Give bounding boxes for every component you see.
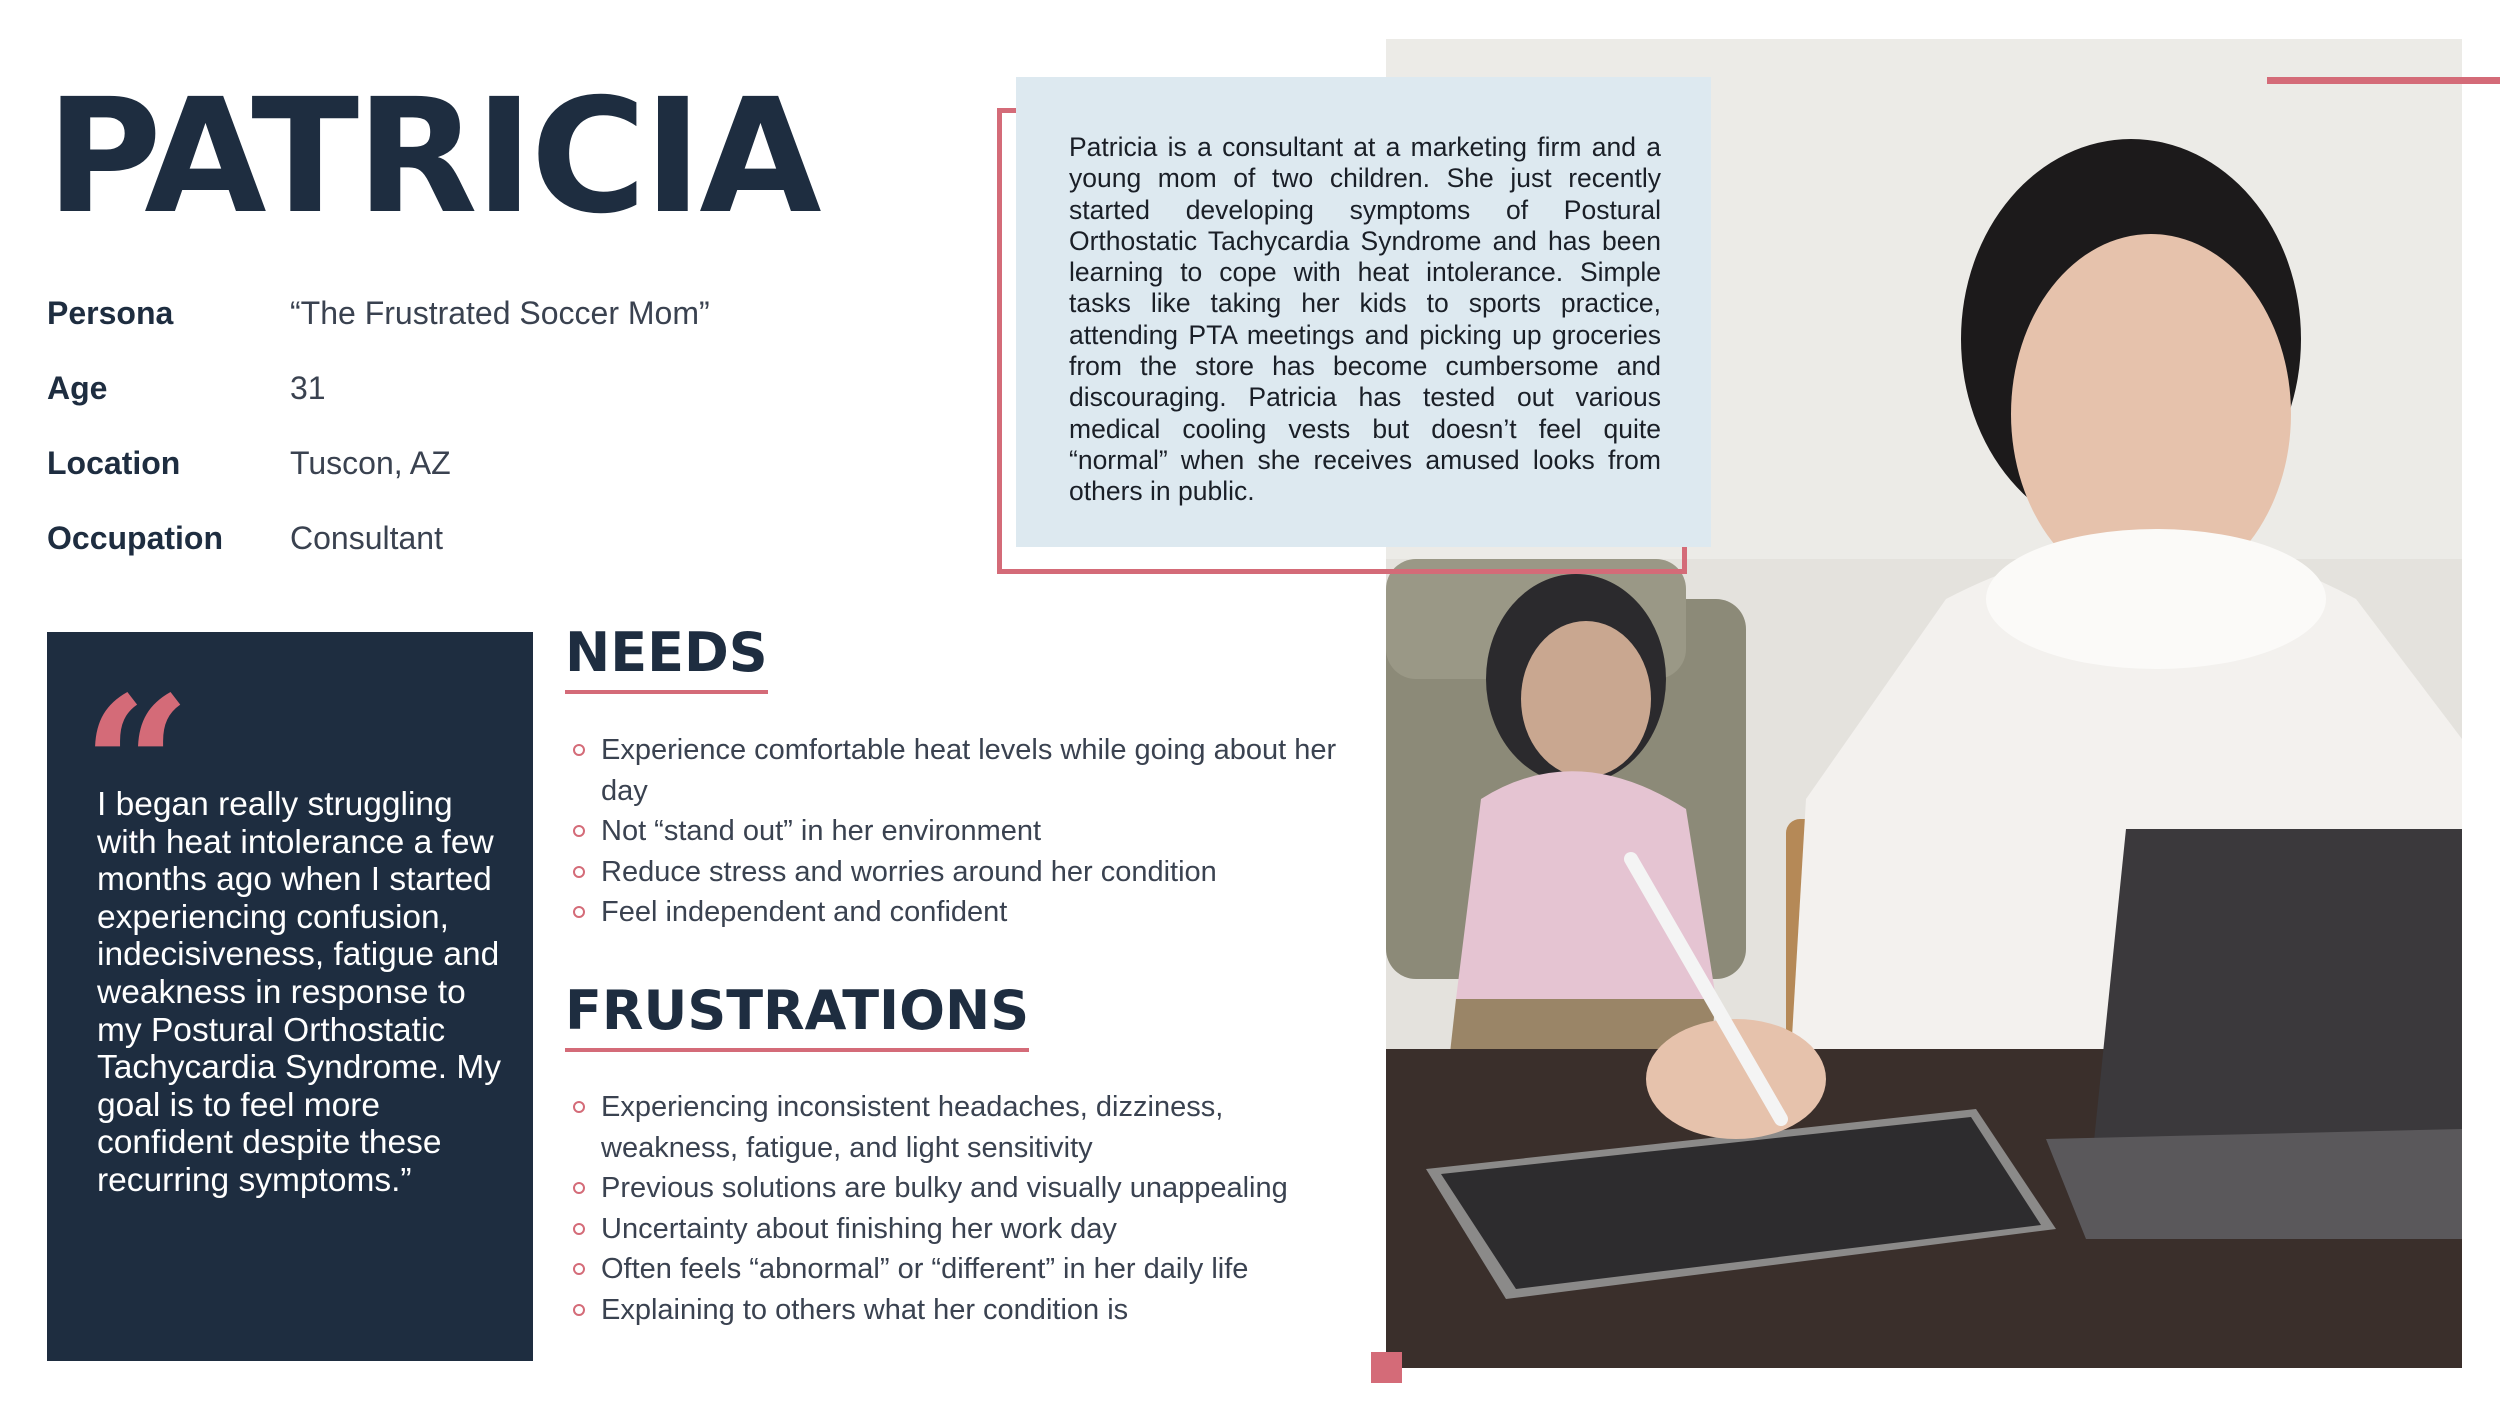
info-value: Tuscon, AZ xyxy=(290,445,451,481)
bullet-icon xyxy=(573,1263,585,1275)
frustrations-item-text: Often feels “abnormal” or “different” in her daily life xyxy=(601,1253,1249,1286)
frustrations-item xyxy=(565,1209,1365,1250)
frustrations-item-text: Uncertainty about finishing her work day xyxy=(601,1212,1117,1245)
bullet-icon xyxy=(573,744,585,756)
info-label: Occupation xyxy=(47,520,224,556)
info-label: Persona xyxy=(47,295,174,331)
info-value: 31 xyxy=(290,370,326,406)
info-label: Age xyxy=(47,370,108,406)
accent-line xyxy=(2267,77,2500,84)
needs-item-text: Reduce stress and worries around her condition xyxy=(601,855,1217,888)
needs-item-text: Feel independent and confident xyxy=(601,896,1008,929)
frustrations-item xyxy=(565,1087,1365,1168)
persona-name: PATRICIA xyxy=(46,65,819,249)
frustrations-title: FRUSTRATIONS xyxy=(565,984,1029,1052)
needs-item xyxy=(565,852,1365,893)
quote-mark-icon: “ xyxy=(82,655,192,878)
info-row-occupation xyxy=(47,501,947,576)
needs-item xyxy=(565,730,1365,811)
info-value: “The Frustrated Soccer Mom” xyxy=(290,295,710,331)
frustrations-item-text: Previous solutions are bulky and visually unappealing xyxy=(601,1172,1288,1205)
quote-text: I began really struggling with heat intolerance a few months ago when I started experiencing confusion, indecisiveness, fatigue and weakness in response to my Postural Orthostatic Tachycardia Syndrome. My goal is to feel more confident despite these recurring symptoms.” xyxy=(97,786,502,1199)
needs-title: NEEDS xyxy=(565,626,768,694)
needs-list xyxy=(565,730,1365,933)
info-value: Consultant xyxy=(290,520,443,556)
persona-info xyxy=(47,276,947,576)
needs-item-text: Experience comfortable heat levels while going about her day xyxy=(601,734,1337,807)
info-row-persona xyxy=(47,276,947,351)
bullet-icon xyxy=(573,906,585,918)
needs-item xyxy=(565,892,1365,933)
frustrations-list xyxy=(565,1087,1365,1331)
frustrations-item xyxy=(565,1168,1365,1209)
needs-item xyxy=(565,811,1365,852)
bullet-icon xyxy=(573,1223,585,1235)
needs-item-text: Not “stand out” in her environment xyxy=(601,815,1042,848)
frustrations-item-text: Experiencing inconsistent headaches, dizziness, weakness, fatigue, and light sensitivity xyxy=(601,1091,1224,1164)
info-row-age xyxy=(47,351,947,426)
frustrations-item-text: Explaining to others what her condition is xyxy=(601,1293,1129,1326)
info-row-location xyxy=(47,426,947,501)
bullet-icon xyxy=(573,1101,585,1113)
info-label: Location xyxy=(47,445,181,481)
accent-square xyxy=(1371,1352,1402,1383)
frustrations-item xyxy=(565,1249,1365,1290)
bullet-icon xyxy=(573,866,585,878)
bullet-icon xyxy=(573,825,585,837)
bullet-icon xyxy=(573,1182,585,1194)
frustrations-item xyxy=(565,1290,1365,1331)
bio-text: Patricia is a consultant at a marketing firm and a young mom of two children. She just recently started developing symptoms of Postural Orthostatic Tachycardia Syndrome and has been learning to cope with heat intolerance. Simple tasks like taking her kids to sports practice, attending PTA meetings and picking up groceries from the store has become cumbersome and discouraging. Patricia has tested out various medical cooling vests but doesn’t feel quite “normal” when she receives amused looks from others in public. xyxy=(1069,132,1661,507)
bullet-icon xyxy=(573,1304,585,1316)
bio-box xyxy=(1016,77,1711,547)
